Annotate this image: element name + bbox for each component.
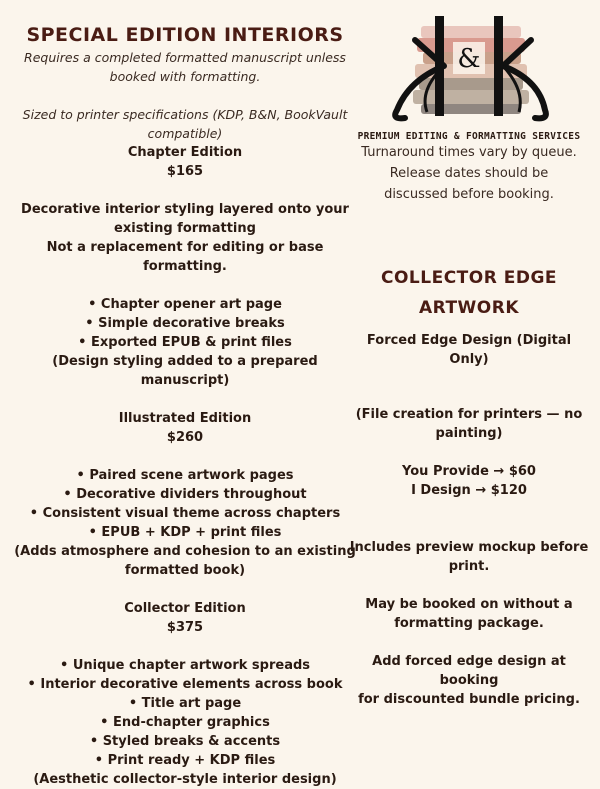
preview-note-2: print. [448, 559, 490, 574]
collector-item: • Interior decorative elements across book [27, 677, 343, 692]
collector-edition-price: $375 [166, 620, 204, 635]
intro-line-2: booked with formatting. [109, 69, 261, 84]
collector-note: (Aesthetic collector-style interior design) [33, 772, 337, 787]
intro-line-1: Requires a completed formatted manuscript unless [24, 50, 346, 65]
collector-item: • Styled breaks & accents [89, 734, 281, 749]
illustrated-note-2: formatted book) [124, 563, 246, 578]
collector-edge-title-1: COLLECTOR EDGE [380, 268, 558, 288]
svg-text:&: & [457, 44, 481, 74]
special-edition-title: SPECIAL EDITION INTERIORS [26, 24, 344, 46]
illustrated-item: • Consistent visual theme across chapters [29, 506, 341, 521]
chapter-item: • Exported EPUB & print files [78, 335, 292, 350]
brand-logo [369, 10, 569, 128]
special-edition-section [10, 22, 360, 789]
illustrated-edition-name: Illustrated Edition [118, 411, 252, 426]
brand-logo-icon [369, 10, 569, 128]
illustrated-edition-price: $260 [166, 430, 204, 445]
turnaround-line-3: discussed before booking. [384, 187, 554, 202]
you-provide-price: You Provide → $60 [402, 464, 536, 479]
chapter-desc-2: existing formatting [114, 221, 256, 236]
collector-edition-name: Collector Edition [124, 601, 246, 616]
collector-item: • Unique chapter artwork spreads [59, 658, 311, 673]
file-creation-2: painting) [435, 426, 503, 441]
chapter-edition-price: $165 [166, 164, 204, 179]
brand-tagline: PREMIUM EDITING & FORMATTING SERVICES [357, 131, 581, 142]
illustrated-item: • Decorative dividers throughout [63, 487, 307, 502]
right-column [348, 10, 590, 709]
chapter-desc-1: Decorative interior styling layered onto your [21, 202, 349, 217]
collector-item: • End-chapter graphics [100, 715, 270, 730]
collector-edge-title-2: ARTWORK [418, 298, 520, 318]
collector-item: • Print ready + KDP files [94, 753, 276, 768]
illustrated-item: • Paired scene artwork pages [76, 468, 294, 483]
illustrated-note-1: (Adds atmosphere and cohesion to an existing [14, 544, 356, 559]
turnaround-line-2: Release dates should be [389, 166, 549, 181]
chapter-edition-name: Chapter Edition [127, 145, 243, 160]
illustrated-item: • EPUB + KDP + print files [88, 525, 282, 540]
forced-edge-heading: Forced Edge Design (Digital Only) [366, 333, 572, 367]
chapter-item: • Chapter opener art page [88, 297, 282, 312]
i-design-price: I Design → $120 [411, 483, 527, 498]
file-creation-1: (File creation for printers — no [355, 407, 583, 422]
preview-note-1: Includes preview mockup before [349, 540, 589, 555]
chapter-item: • Simple decorative breaks [85, 316, 285, 331]
collector-item: • Title art page [128, 696, 242, 711]
turnaround-line-1: Turnaround times vary by queue. [361, 145, 577, 160]
booked-note-2: formatting package. [394, 616, 544, 631]
intro-line-3: Sized to printer specifications (KDP, B&N, BookVault [22, 107, 348, 122]
bundle-note-1: Add forced edge design at booking [372, 654, 566, 688]
bundle-note-2: for discounted bundle pricing. [358, 692, 580, 707]
booked-note-1: May be booked on without a [365, 597, 573, 612]
chapter-note: (Design styling added to a prepared manuscript) [52, 354, 318, 388]
intro-line-4: compatible) [147, 126, 223, 141]
chapter-desc-3: Not a replacement for editing or base formatting. [46, 240, 324, 274]
